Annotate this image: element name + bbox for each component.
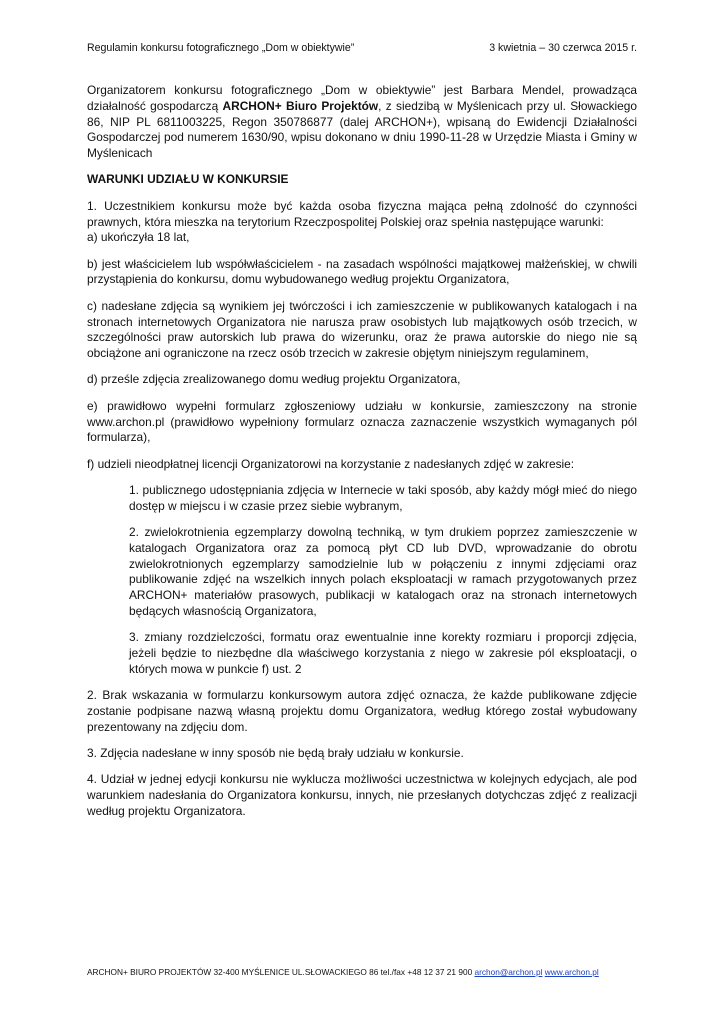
intro-paragraph [87,83,637,162]
license-scope-3: 3. zmiany rozdzielczości, formatu oraz ewentualnie inne korekty rozmiaru i proporcji zdjęcia, jeżeli będzie to niezbędne dla właściwego korzystania z niego w zakresie pól eksploatacji, o których mowa w punkcie f) ust. 2 [129,630,637,676]
intro-text-1: Organizatorem konkursu fotograficznego „Dom w obiektywie” jest Barbara Mendel, prowadząca działalność gospodarczą [87,83,637,113]
contest-dates: 3 kwietnia – 30 czerwca 2015 r. [489,42,637,54]
section-title: WARUNKI UDZIAŁU W KONKURSIE [87,172,289,187]
condition-1: 1. Uczestnikiem konkursu może być każda osoba fizyczna mająca pełną zdolność do czynności prawnych, która mieszka na terytorium Rzeczpospolitej Polskiej oraz spełnia następujące warunki: [87,198,637,229]
footer-website-link[interactable]: www.archon.pl [544,967,599,977]
condition-1d: d) prześle zdjęcia zrealizowanego domu według projektu Organizatora, [87,372,461,387]
page-footer [87,967,637,978]
license-scope-2: 2. zwielokrotnienia egzemplarzy dowolną techniką, w tym drukiem poprzez zamieszczenie w katalogach Organizatora oraz za pomocą płyt CD lub DVD, wprowadzanie do obrotu zwielokrotnionych egzemplarzy samodzielnie lub w połączeniu z innymi zdjęciami oraz publikowanie zdjęć na wszelkich innych polach eksploatacji w ramach przygotowanych przez ARCHON+ materiałów prasowych, publikacji w katalogach oraz na stronach internetowych będących własnością Organizatora, [129,525,637,619]
condition-1b: b) jest właścicielem lub współwłaścicielem - na zasadach wspólności majątkowej małżeńskiej, w chwili przystąpienia do konkursu, domu wybudowanego według projektu Organizatora, [87,256,637,287]
condition-1f: f) udzieli nieodpłatnej licencji Organizatorowi na korzystanie z nadesłanych zdjęć w zakresie: [87,456,575,471]
document-body [87,83,637,830]
license-scope-1: 1. publicznego udostępniania zdjęcia w Internecie w taki sposób, aby każdy mógł mieć do niego dostęp w miejscu i w czasie przez siebie wybranym, [129,482,637,513]
condition-4: 4. Udział w jednej edycji konkursu nie wyklucza możliwości uczestnictwa w kolejnych edycjach, ale pod warunkiem nadesłania do Organizatora konkursu, innych, nie przesłanych dotychczas zdjęć z realizacji według projektu Organizatora. [87,772,637,818]
condition-1c: c) nadesłane zdjęcia są wynikiem jej twórczości i ich zamieszczenie w publikowanych katalogach i na stronach internetowych Organizatora nie narusza praw osobistych lub majątkowych osób trzecich, w szczególności praw autorskich lub prawa do wizerunku, oraz że prawa autorskie do niego nie są obciążone ani ograniczone na rzecz osób trzecich w zakresie objętym niniejszym regulaminem, [87,298,637,361]
condition-2: 2. Brak wskazania w formularzu konkursowym autora zdjęć oznacza, że każde publikowane zdjęcie zostanie podpisane nazwą własną projektu domu Organizatora, według którego został wybudowany prezentowany na zdjęciu dom. [87,688,637,734]
condition-3: 3. Zdjęcia nadesłane w inny sposób nie będą brały udziału w konkursie. [87,746,464,761]
condition-1a: a) ukończyła 18 lat, [87,230,190,245]
condition-1e: e) prawidłowo wypełni formularz zgłoszeniowy udziału w konkursie, zamieszczony na stronie www.archon.pl (prawidłowo wypełniony formularz oznacza zaznaczenie wszystkich wymaganych pól formularza), [87,398,637,445]
page-header [87,42,637,55]
footer-address: ARCHON+ BIURO PROJEKTÓW 32-400 MYŚLENICE UL.SŁOWACKIEGO 86 tel./fax +48 12 37 21 900 [87,967,475,977]
footer-email-link[interactable]: archon@archon.pl [474,967,543,977]
company-name: ARCHON+ Biuro Projektów [222,98,379,113]
intro-text-2: , z siedzibą w Myślenicach przy ul. Słowackiego 86, NIP PL 6811003225, Regon 350786877 (dalej ARCHON+), wpisaną do Ewidencji Działalności Gospodarczej pod numerem 1630/90, wpisu dokonano w dniu 1990-11-28 w Urzędzie Miasta i Gminy w Myślenicach [87,98,637,161]
document-title: Regulamin konkursu fotograficznego „Dom w obiektywie” [87,42,355,54]
